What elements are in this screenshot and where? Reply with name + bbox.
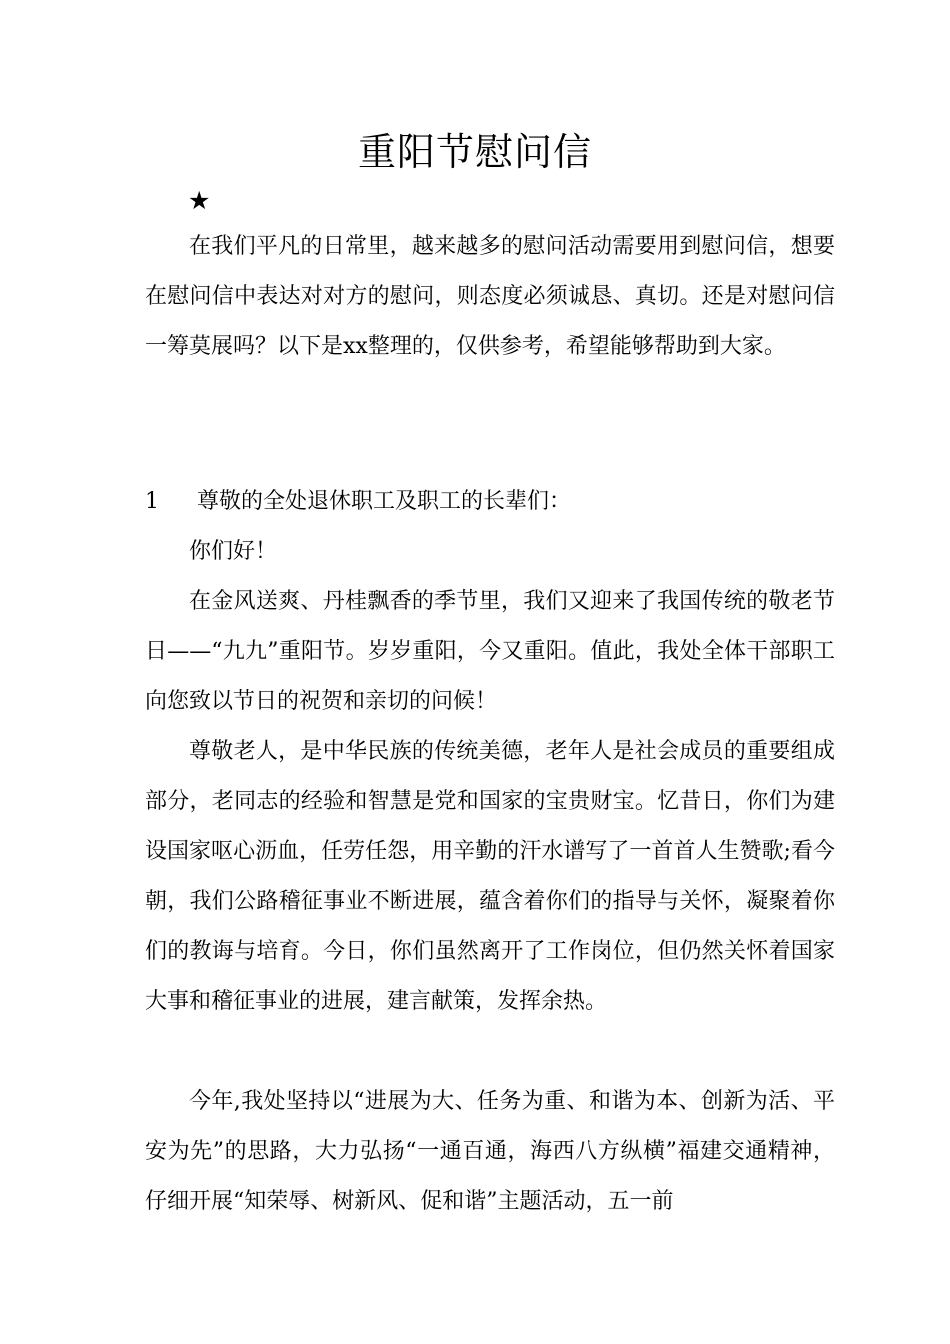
intro-paragraph: 在我们平凡的日常里，越来越多的慰问活动需要用到慰问信，想要在慰问信中表达对对方的慰问，则态度必须诚恳、真切。还是对慰问信一筹莫展吗？以下是xx整理的，仅供参考，希望能够帮助到大家。 — [145, 234, 835, 359]
body-paragraph-1: 在金风送爽、丹桂飘香的季节里，我们又迎来了我国传统的敬老节日——“九九”重阳节。岁岁重阳，今又重阳。值此，我处全体干部职工向您致以节日的祝贺和亲切的问候！ — [145, 589, 835, 714]
salutation-line — [145, 477, 835, 527]
section-number: 1 — [145, 489, 159, 514]
greeting-paragraph: 你们好！ — [189, 539, 278, 564]
body-paragraph-2: 尊敬老人，是中华民族的传统美德，老年人是社会成员的重要组成部分，老同志的经验和智慧是党和国家的宝贵财宝。忆昔日，你们为建设国家呕心沥血，任劳任怨，用辛勤的汗水谱写了一首首人生赞歌;看今朝，我们公路稽征事业不断进展，蕴含着你们的指导与关怀，凝聚着你们的教诲与培育。今日，你们虽然离开了工作岗位，但仍然关怀着国家大事和稽征事业的进展，建言献策，发挥余热。 — [145, 739, 835, 1014]
document-title: 重阳节慰问信 — [357, 130, 592, 174]
salutation-text: 尊敬的全处退休职工及职工的长辈们： — [197, 489, 572, 514]
star-icon: ★ — [188, 186, 211, 215]
body-paragraph-3: 今年,我处坚持以“进展为大、任务为重、和谐为本、创新为活、平安为先”的思路，大力弘扬“一通百通，海西八方纵横”福建交通精神，仔细开展“知荣辱、树新风、促和谐”主题活动，五一前 — [145, 1089, 835, 1214]
